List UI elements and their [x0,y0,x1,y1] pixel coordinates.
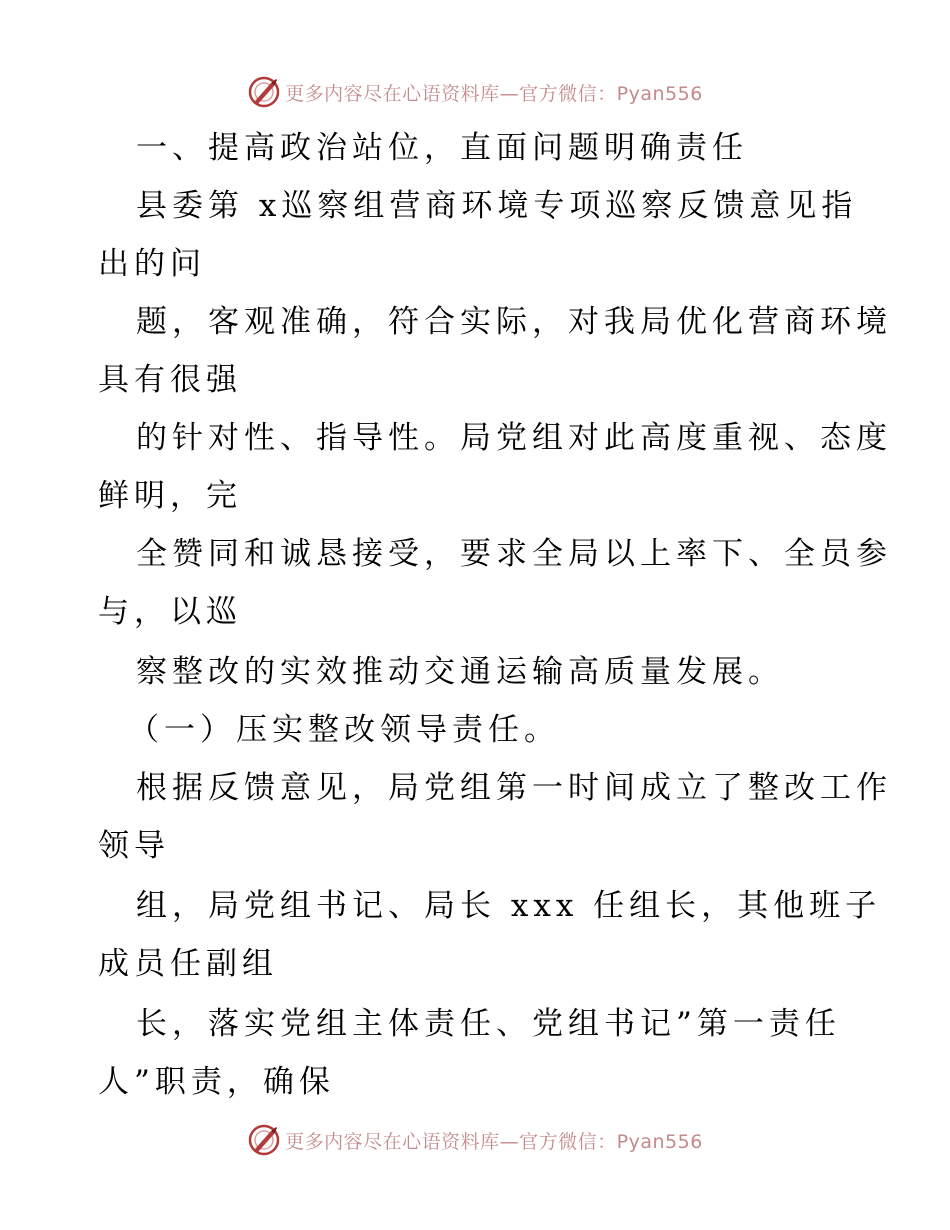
text-line: 成员任副组 [98,946,278,982]
watermark-footer [0,1120,950,1160]
text-line: 长，落实党组主体责任、党组书记”第一责任 [136,1006,841,1042]
text-line: 人”职责，确保 [98,1064,335,1100]
text-line: 全赞同和诚恳接受，要求全局以上率下、全员参 [136,536,892,572]
text-line: 出的问 [98,246,206,282]
text-line: 具有很强 [98,362,242,398]
text-line: 领导 [98,828,170,864]
section-heading: （一）压实整改领导责任。 [128,712,560,748]
quill-logo-icon [247,75,281,109]
text-line: 的针对性、指导性。局党组对此高度重视、态度 [136,420,892,456]
text-line: 题，客观准确，符合实际，对我局优化营商环境 [136,304,892,340]
text-line: 与，以巡 [98,594,242,630]
text-line: 根据反馈意见，局党组第一时间成立了整改工作 [136,770,892,806]
text-line: 组，局党组书记、局长 xxx 任组长，其他班子 [136,888,882,924]
text-line: 鲜明，完 [98,478,242,514]
text-line: 县委第 x巡察组营商环境专项巡察反馈意见指 [136,188,858,224]
text-line: 一、提高政治站位，直面问题明确责任 [136,130,748,166]
watermark-header [0,72,950,112]
watermark-text: 更多内容尽在心语资料库—官方微信：Pyan556 [285,82,703,105]
quill-logo-icon [247,1123,281,1157]
text-line: 察整改的实效推动交通运输高质量发展。 [136,654,784,690]
watermark-text: 更多内容尽在心语资料库—官方微信：Pyan556 [285,1130,703,1153]
